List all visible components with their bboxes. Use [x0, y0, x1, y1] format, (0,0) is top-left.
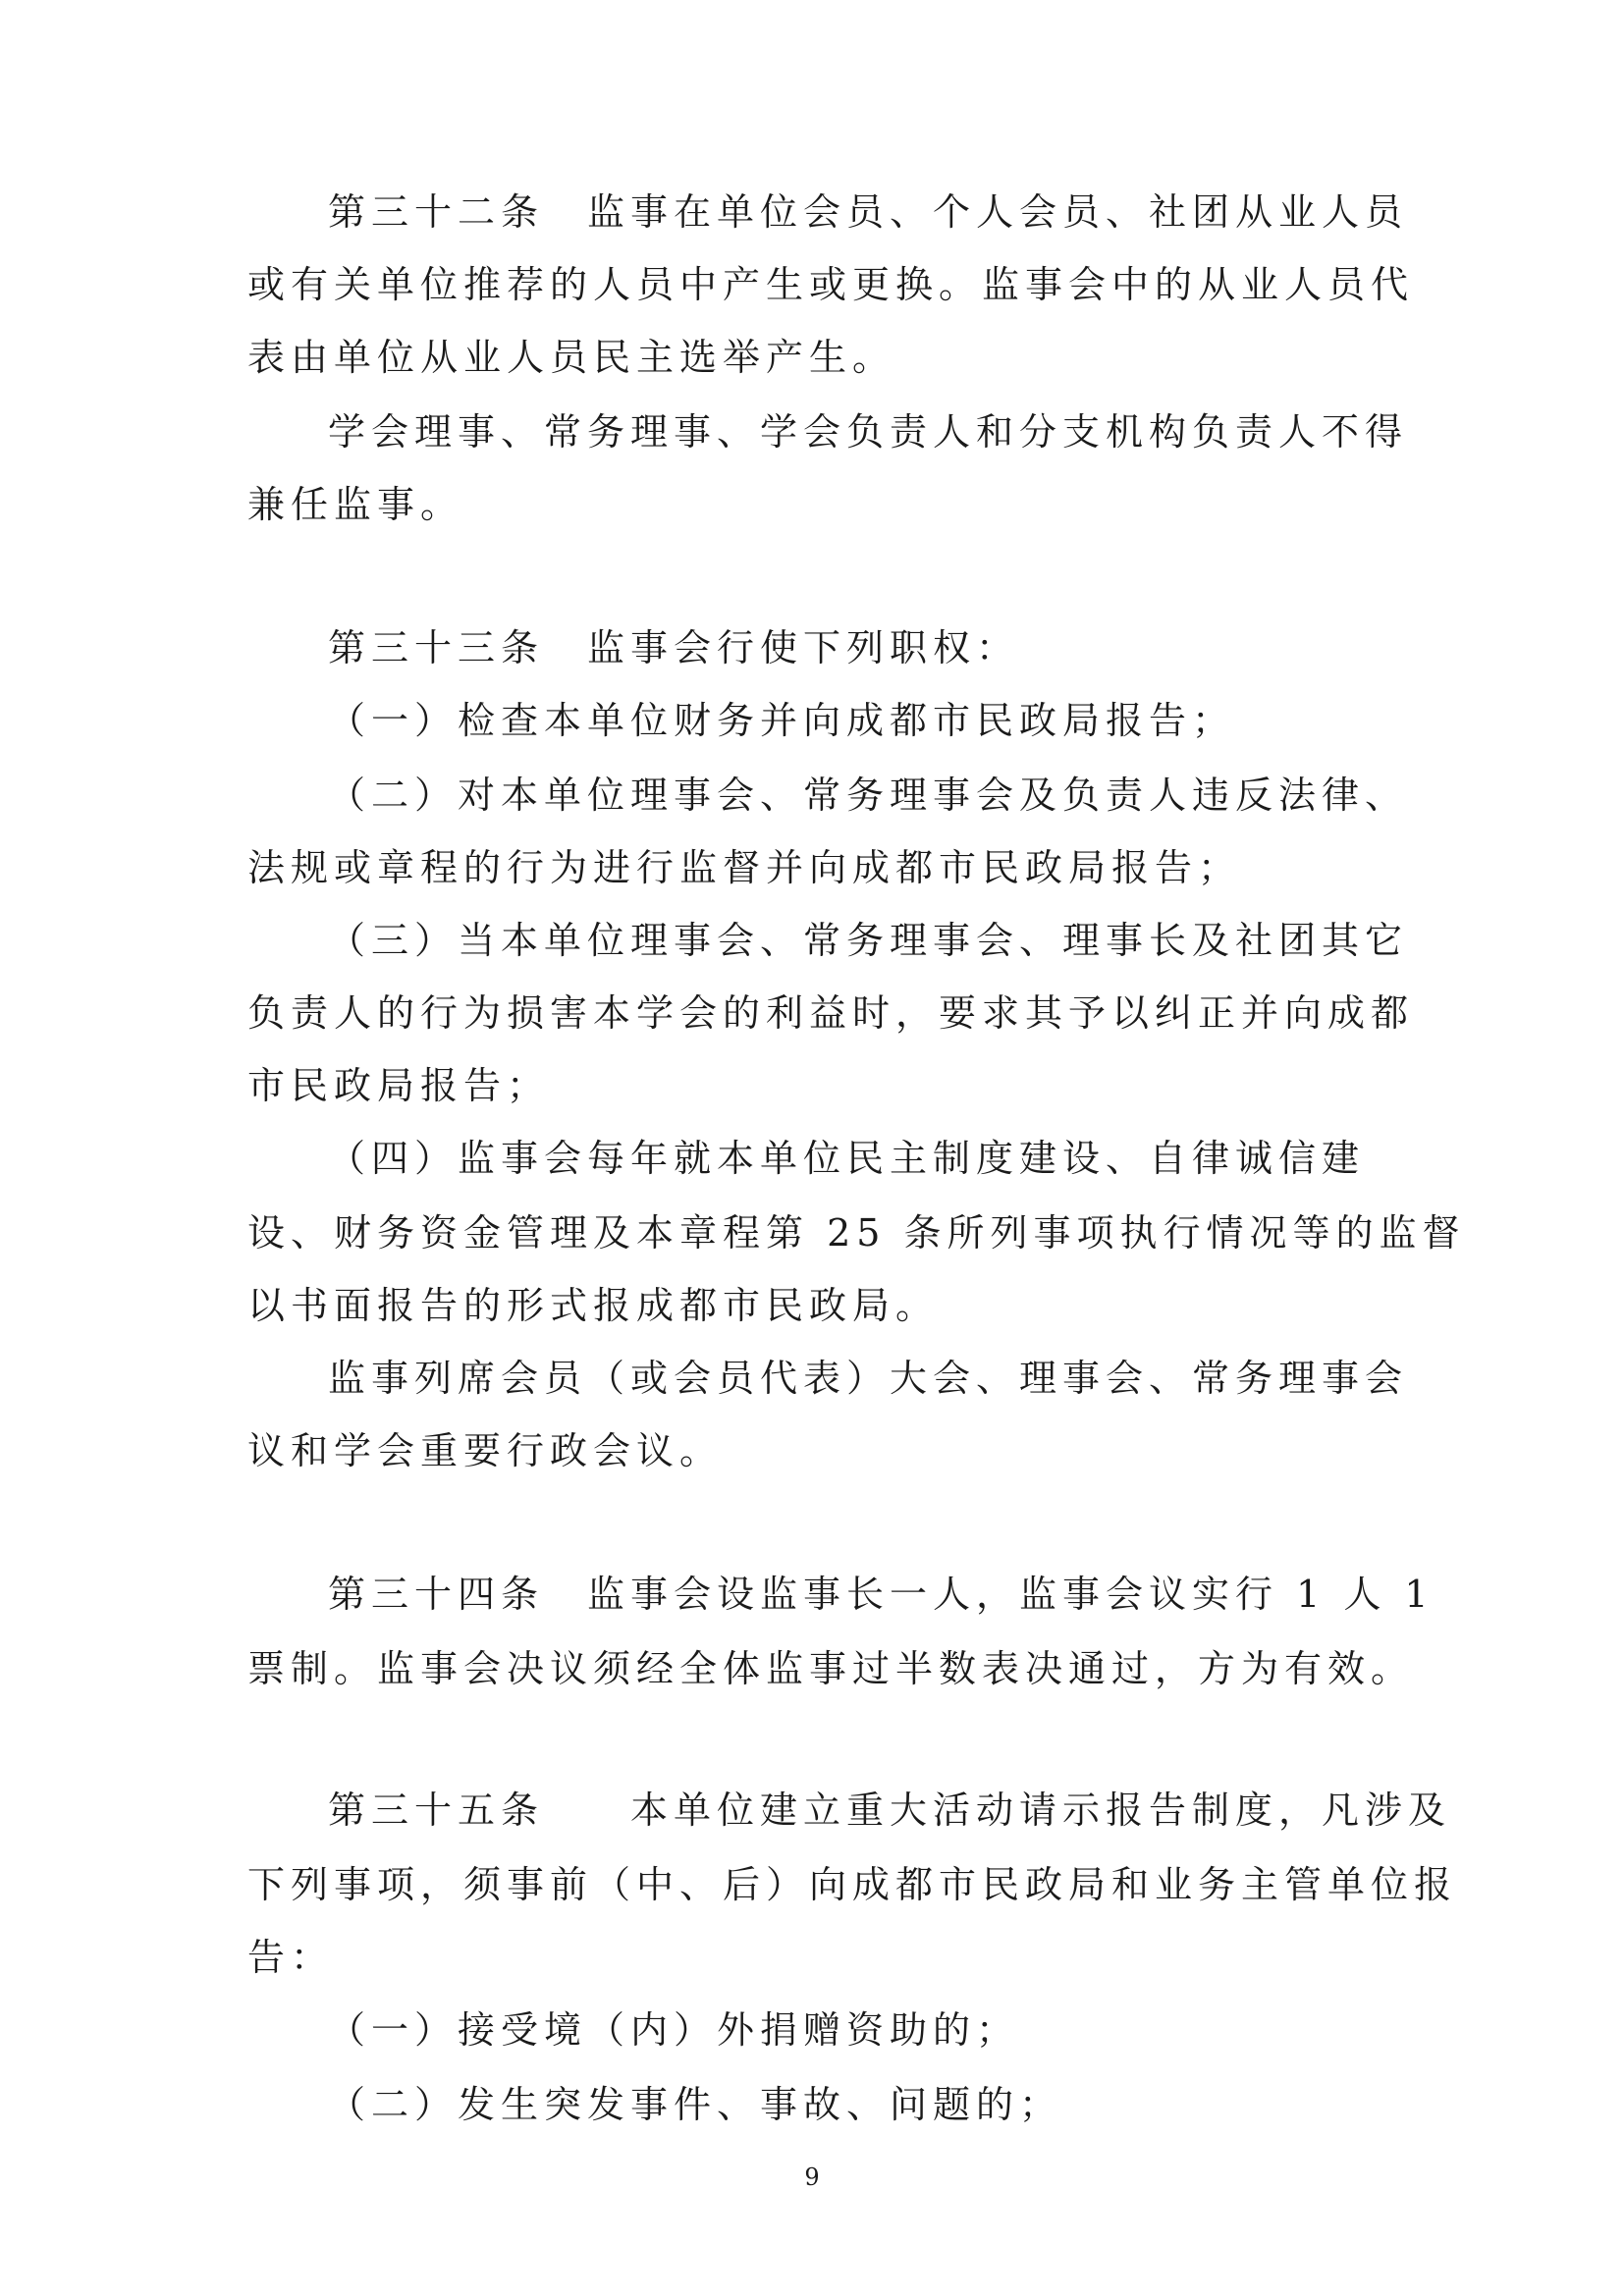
page-number: 9 — [804, 2163, 820, 2191]
text-line: （四）监事会每年就本单位民主制度建设、自律诚信建 — [328, 1137, 1366, 1180]
text-line: 负责人的行为损害本学会的利益时，要求其予以纠正并向成都 — [247, 991, 1415, 1035]
text-line: 以书面报告的形式报成都市民政局。 — [247, 1284, 940, 1327]
text-line: （三）当本单位理事会、常务理事会、理事长及社团其它 — [328, 919, 1409, 962]
text-line: 第三十四条 监事会设监事长一人，监事会议实行 1 人 1 — [328, 1573, 1435, 1616]
text-line: （一）接受境（内）外捐赠资助的； — [328, 2008, 1020, 2052]
text-line: 下列事项，须事前（中、后）向成都市民政局和业务主管单位报 — [247, 1863, 1458, 1906]
text-line: 票制。监事会决议须经全体监事过半数表决通过，方为有效。 — [247, 1647, 1415, 1690]
text-line: 第三十三条 监事会行使下列职权： — [328, 626, 1020, 669]
text-line: 第三十五条 本单位建立重大活动请示报告制度，凡涉及 — [328, 1789, 1452, 1832]
text-line: 监事列席会员（或会员代表）大会、理事会、常务理事会 — [328, 1357, 1409, 1400]
text-line: （二）对本单位理事会、常务理事会及负责人违反法律、 — [328, 774, 1409, 817]
text-line: （二）发生突发事件、事故、问题的； — [328, 2083, 1063, 2126]
text-line: 第三十二条 监事在单位会员、个人会员、社团从业人员 — [328, 190, 1409, 234]
text-line: 学会理事、常务理事、学会负责人和分支机构负责人不得 — [328, 410, 1409, 454]
text-line: 市民政局报告； — [247, 1064, 551, 1107]
text-line: 法规或章程的行为进行监督并向成都市民政局报告； — [247, 846, 1242, 889]
text-line: 告： — [247, 1936, 335, 1979]
text-line: 议和学会重要行政会议。 — [247, 1429, 724, 1472]
text-line: 或有关单位推荐的人员中产生或更换。监事会中的从业人员代 — [247, 263, 1415, 306]
text-line: 表由单位从业人员民主选举产生。 — [247, 336, 896, 379]
text-line: 兼任监事。 — [247, 483, 464, 526]
text-line: （一）检查本单位财务并向成都市民政局报告； — [328, 699, 1236, 742]
text-line: 设、财务资金管理及本章程第 25 条所列事项执行情况等的监督 — [247, 1211, 1466, 1255]
